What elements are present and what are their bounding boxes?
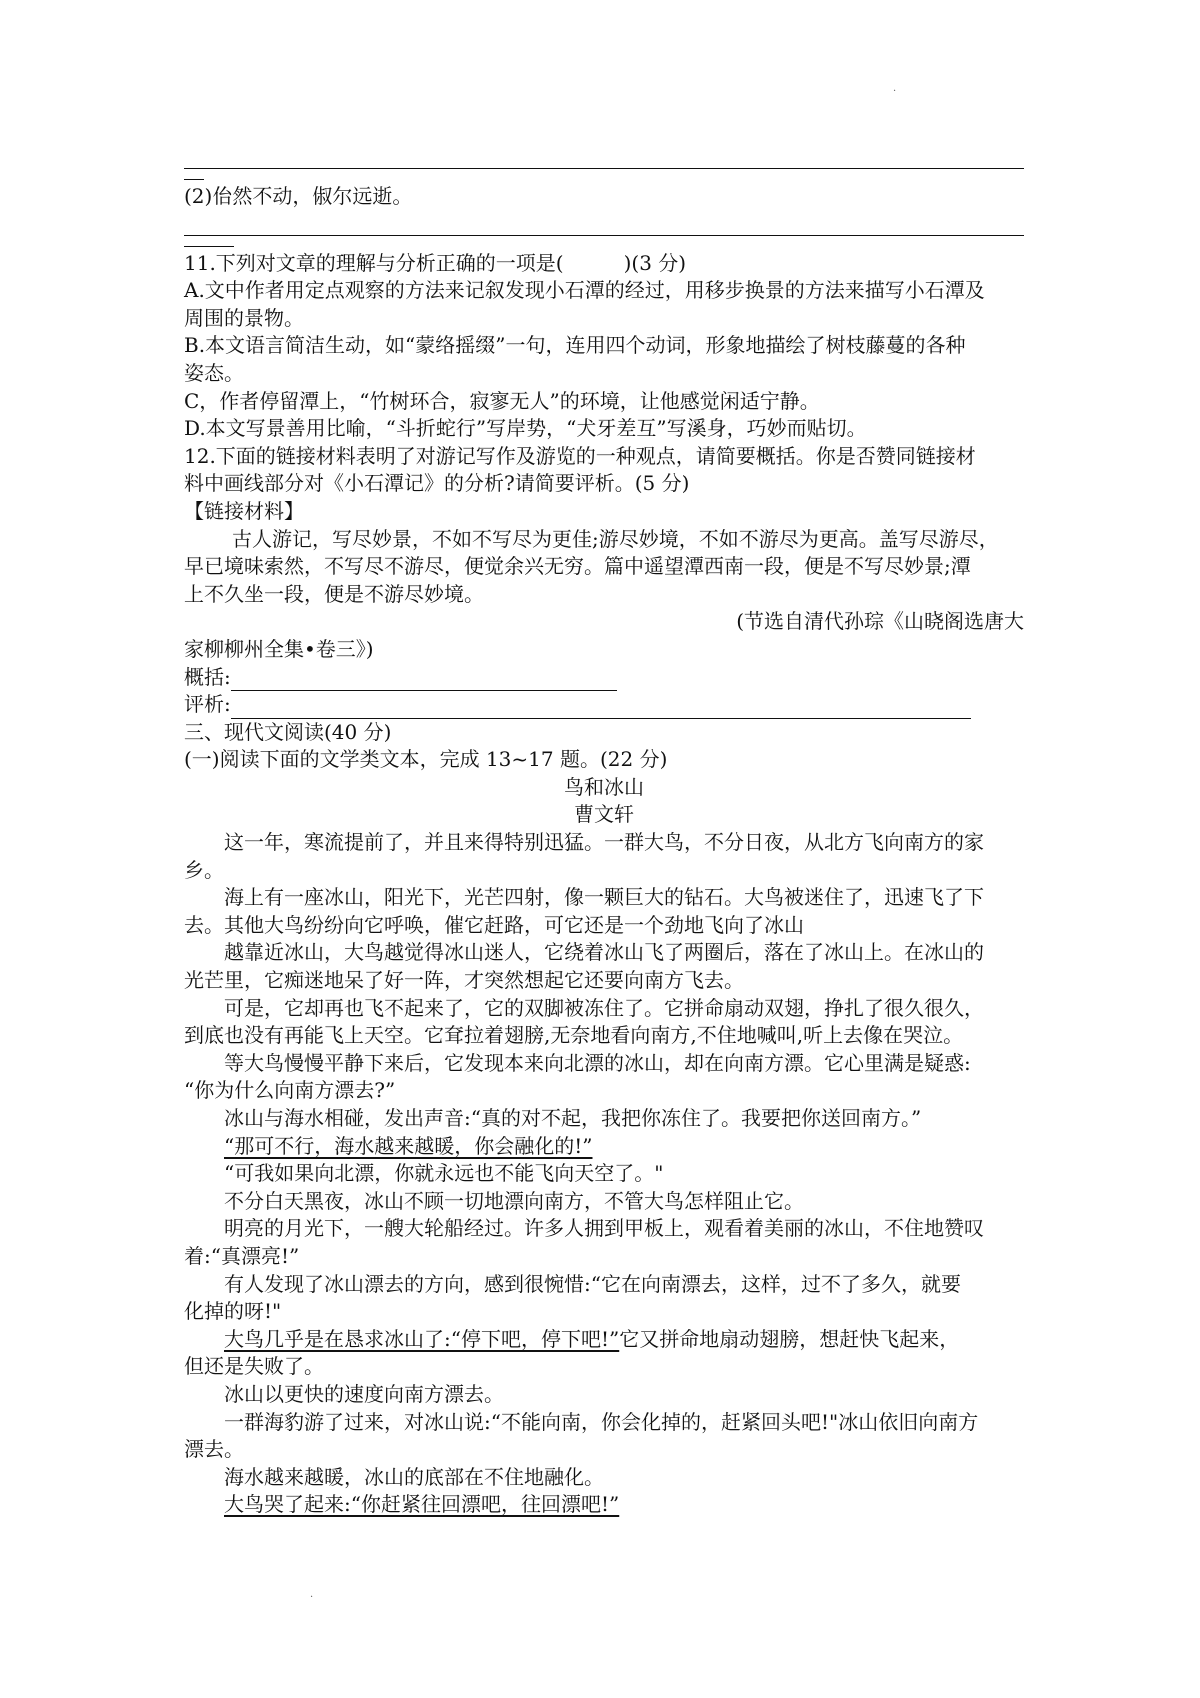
paragraph-cont: “你为什么向南方漂去?” [184,1078,396,1103]
paragraph-cont: 光芒里，它痴迷地呆了好一阵，才突然想起它还要向南方飞去。 [184,968,744,993]
paragraph: 这一年，寒流提前了，并且来得特别迅猛。一群大鸟，不分日夜，从北方飞向南方的家 [224,830,984,855]
paragraph: 有人发现了冰山漂去的方向，感到很惋惜:“它在向南漂去，这样，过不了多久，就要 [224,1271,961,1296]
scan-dot-bottom: · [310,1592,314,1603]
paragraph: 一群海豹游了过来，对冰山说:“不能向南，你会化掉的，赶紧回头吧!"冰山依旧向南方 [224,1409,979,1434]
paragraph: 越靠近冰山，大鸟越觉得冰山迷人，它绕着冰山飞了两圈后，落在了冰山上。在冰山的 [224,940,984,965]
paragraph-cont: 着:“真漂亮!” [184,1243,300,1268]
q11-option-a-cont: 周围的景物。 [184,305,304,330]
paragraph: 海上有一座冰山，阳光下，光芒四射，像一颗巨大的钻石。大鸟被迷住了，迅速飞了下 [224,885,984,910]
summary-label: 概括: [184,664,231,689]
q11-option-d: D.本文写景善用比喻，“斗折蛇行”写岸势，“犬牙差互”写溪身，巧妙而贴切。 [184,416,867,441]
paragraph-underlined [184,1133,1024,1161]
material-text: 古人游记，写尽妙景，不如不写尽为更佳;游尽妙境，不如不游尽为更高。盖写尽游尽， [232,526,999,551]
answer-line-tail [184,169,204,180]
story-author: 曹文轩 [574,802,634,827]
comment-label: 评析: [184,692,231,717]
answer-line-tail [184,236,234,247]
underlined-sentence: 大鸟哭了起来:“你赶紧往回漂吧，往回漂吧!” [224,1492,620,1517]
material-text: 上不久坐一段，便是不游尽妙境。 [184,581,484,606]
paragraph: 可是，它却再也飞不起来了，它的双脚被冻住了。它拼命扇动双翅，挣扎了很久很久， [224,995,984,1020]
paragraph-cont: 化掉的呀!" [184,1299,282,1324]
paragraph: 明亮的月光下，一艘大轮船经过。许多人拥到甲板上，观看着美丽的冰山，不住地赞叹 [224,1216,984,1241]
paragraph: “可我如果向北漂，你就永远也不能飞向天空了。" [224,1161,664,1186]
summary-answer-field[interactable] [231,670,617,691]
summary-row [184,664,1024,692]
q11-stem: 11.下列对文章的理解与分析正确的一项是( )(3 分) [184,250,687,275]
underlined-sentence: 大鸟几乎是在恳求冰山了:“停下吧，停下吧!” [224,1326,620,1351]
paragraph-cont: 去。其他大鸟纷纷向它呼唤，催它赶路，可它还是一个劲地飞向了冰山 [184,912,804,937]
q11-option-a: A.文中作者用定点观察的方法来记叙发现小石潭的经过，用移步换景的方法来描写小石潭及 [184,278,985,303]
material-title: 【链接材料】 [184,498,304,523]
q10-item-2: (2)佁然不动，俶尔远逝。 [184,184,413,208]
paragraph: 不分白天黑夜，冰山不顾一切地漂向南方，不管大鸟怎样阻止它。 [224,1188,804,1213]
paragraph-cont: 到底也没有再能飞上天空。它耷拉着翅膀,无奈地看向南方,不住地喊叫,听上去像在哭泣。 [184,1023,964,1048]
scan-dot-top: · [893,86,897,97]
paragraph-cont: 乡。 [184,857,224,882]
paragraph: 海水越来越暖，冰山的底部在不住地融化。 [224,1464,604,1489]
paragraph-cont: 但还是失败了。 [184,1354,324,1379]
material-text: 早已境味索然，不写尽不游尽，便觉余兴无穷。篇中遥望潭西南一段，便是不写尽妙景;潭 [184,554,971,579]
paragraph-cont: 漂去。 [184,1437,244,1462]
exam-page [184,150,1024,1519]
q11-option-b: B.本文语言简洁生动，如“蒙络摇缀”一句，连用四个动词，形象地描绘了树枝藤蔓的各种 [184,333,966,358]
material-source-cont: 家柳柳州全集•卷三》) [184,636,374,661]
part-heading: (一)阅读下面的文学类文本，完成 13~17 题。(22 分) [184,747,668,772]
comment-row [184,691,1024,719]
answer-line [184,217,1024,236]
paragraph-underlined [184,1491,1024,1519]
q12-stem: 12.下面的链接材料表明了对游记写作及游览的一种观点，请简要概括。你是否赞同链接材 [184,443,976,468]
paragraph: 等大鸟慢慢平静下来后，它发现本来向北漂的冰山，却在向南方漂。它心里满是疑惑: [224,1050,971,1075]
section-heading: 三、现代文阅读(40 分) [184,719,392,744]
story-title: 鸟和冰山 [564,774,644,799]
paragraph: 冰山与海水相碰，发出声音:“真的对不起，我把你冻住了。我要把你送回南方。” [224,1106,922,1130]
comment-answer-field[interactable] [231,698,971,719]
paragraph: 大鸟几乎是在恳求冰山了:“停下吧，停下吧!”它又拼命地扇动翅膀，想赶快飞起来， [224,1326,960,1351]
answer-line [184,150,1024,169]
q12-stem-cont: 料中画线部分对《小石潭记》的分析?请简要评析。(5 分) [184,471,690,496]
material-source: (节选自清代孙琮《山晓阁选唐大 [736,609,1024,634]
paragraph: 冰山以更快的速度向南方漂去。 [224,1381,504,1406]
q11-option-b-cont: 姿态。 [184,360,244,385]
q11-option-c: C，作者停留潭上，“竹树环合，寂寥无人”的环境，让他感觉闲适宁静。 [184,388,820,413]
underlined-sentence: “那可不行，海水越来越暖，你会融化的!” [224,1133,593,1158]
